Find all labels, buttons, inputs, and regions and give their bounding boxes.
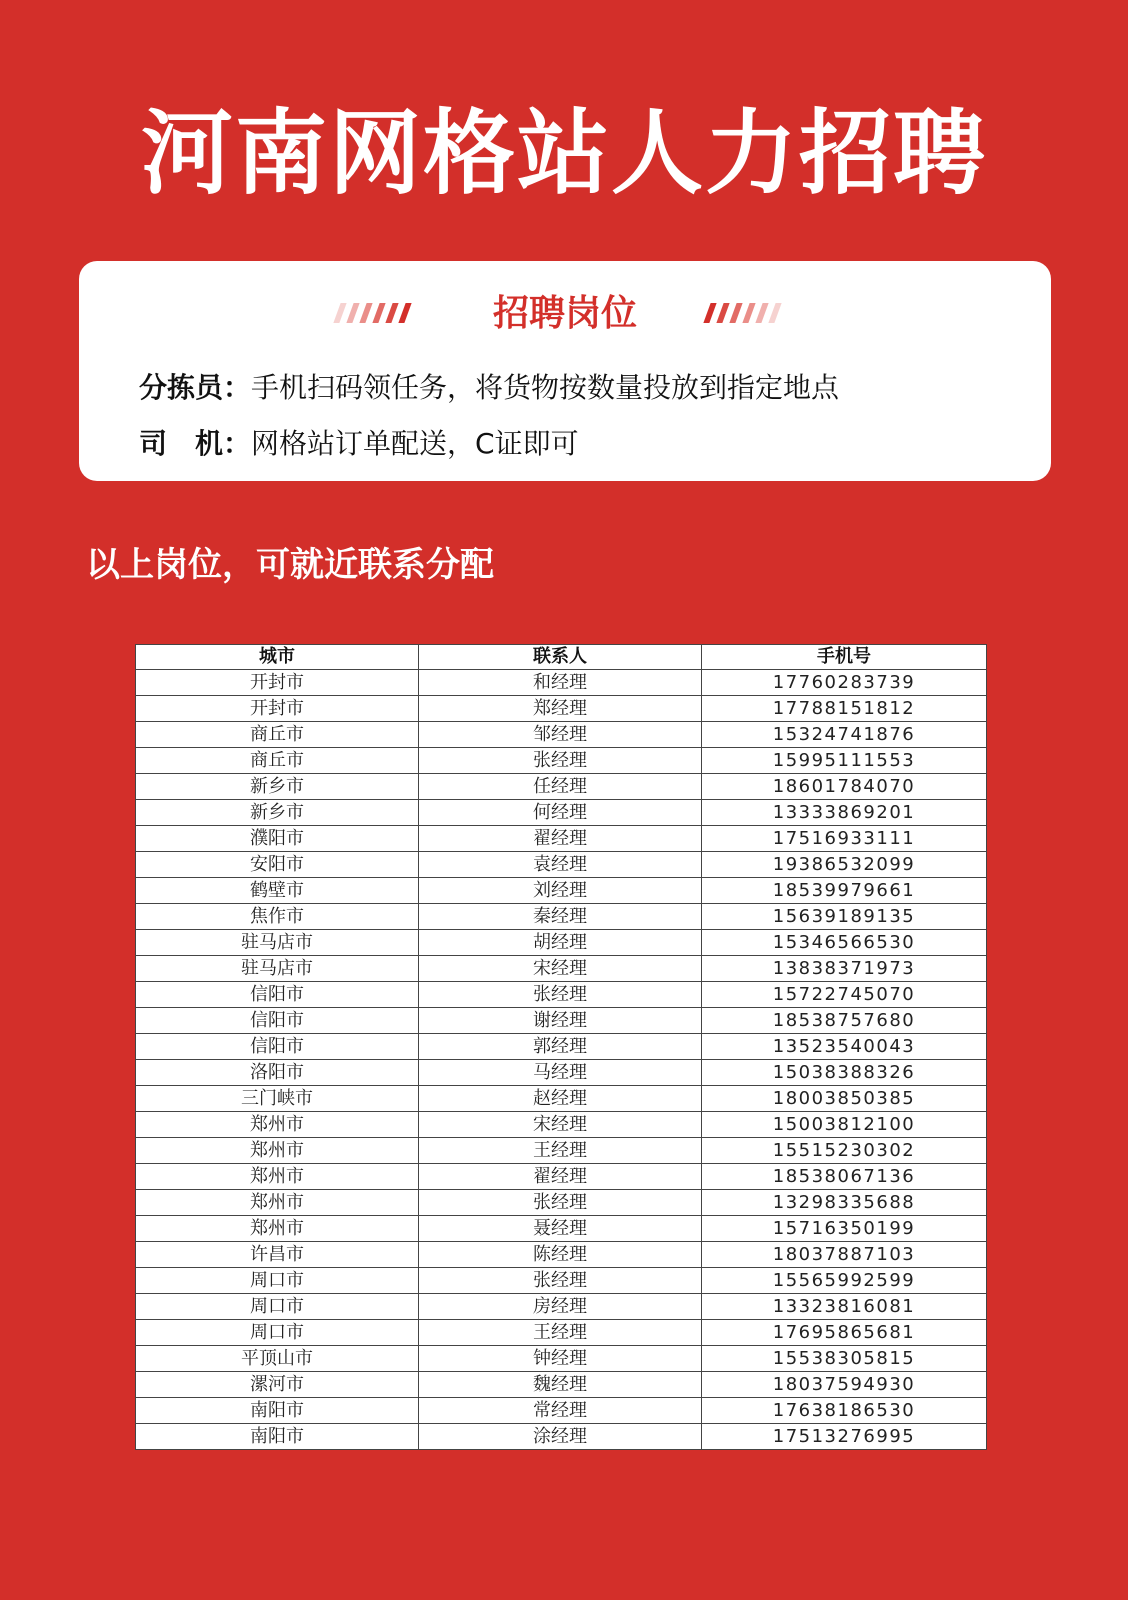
page-title: 河南网格站人力招聘: [140, 100, 987, 207]
phone-cell: 15995111553: [702, 748, 987, 774]
table-row: [136, 878, 987, 904]
phone-cell: 19386532099: [702, 852, 987, 878]
subtitle: 以上岗位，可就近联系分配: [86, 545, 494, 585]
table-row: [136, 1190, 987, 1216]
city-cell: 郑州市: [136, 1164, 419, 1190]
city-cell: 郑州市: [136, 1190, 419, 1216]
table-row: [136, 748, 987, 774]
job-sorter: [139, 368, 839, 408]
contact-cell: 张经理: [419, 1268, 702, 1294]
column-header-contact: 联系人: [419, 645, 702, 670]
city-cell: 商丘市: [136, 722, 419, 748]
contact-cell: 袁经理: [419, 852, 702, 878]
table-row: [136, 1398, 987, 1424]
city-cell: 商丘市: [136, 748, 419, 774]
city-cell: 开封市: [136, 670, 419, 696]
contact-cell: 常经理: [419, 1398, 702, 1424]
contact-cell: 郑经理: [419, 696, 702, 722]
city-cell: 洛阳市: [136, 1060, 419, 1086]
city-cell: 焦作市: [136, 904, 419, 930]
contact-cell: 涂经理: [419, 1424, 702, 1450]
table-row: [136, 1060, 987, 1086]
city-cell: 驻马店市: [136, 930, 419, 956]
table-row: [136, 1346, 987, 1372]
phone-cell: 18037594930: [702, 1372, 987, 1398]
contact-cell: 魏经理: [419, 1372, 702, 1398]
table-row: [136, 774, 987, 800]
table-row: [136, 1164, 987, 1190]
city-cell: 周口市: [136, 1320, 419, 1346]
contact-cell: 秦经理: [419, 904, 702, 930]
table-row: [136, 826, 987, 852]
contact-cell: 陈经理: [419, 1242, 702, 1268]
column-header-city: 城市: [136, 645, 419, 670]
city-cell: 南阳市: [136, 1398, 419, 1424]
phone-cell: 15538305815: [702, 1346, 987, 1372]
phone-cell: 15038388326: [702, 1060, 987, 1086]
table-row: [136, 1294, 987, 1320]
phone-cell: 18003850385: [702, 1086, 987, 1112]
decorative-stripes-left: [337, 303, 417, 323]
job-description: 手机扫码领任务，将货物按数量投放到指定地点: [251, 371, 840, 404]
contact-cell: 邹经理: [419, 722, 702, 748]
contact-cell: 马经理: [419, 1060, 702, 1086]
phone-cell: 15515230302: [702, 1138, 987, 1164]
phone-cell: 15324741876: [702, 722, 987, 748]
table-row: [136, 1034, 987, 1060]
table-row: [136, 1216, 987, 1242]
table-row: [136, 1424, 987, 1450]
contact-cell: 和经理: [419, 670, 702, 696]
phone-cell: 15639189135: [702, 904, 987, 930]
city-cell: 信阳市: [136, 1008, 419, 1034]
city-cell: 周口市: [136, 1294, 419, 1320]
decorative-stripes-right: [707, 303, 787, 323]
phone-cell: 18601784070: [702, 774, 987, 800]
job-driver: [139, 424, 579, 464]
table-header-row: [136, 645, 987, 670]
contact-cell: 张经理: [419, 982, 702, 1008]
phone-cell: 17695865681: [702, 1320, 987, 1346]
contact-cell: 赵经理: [419, 1086, 702, 1112]
phone-cell: 15346566530: [702, 930, 987, 956]
city-cell: 郑州市: [136, 1216, 419, 1242]
table-row: [136, 1242, 987, 1268]
table-row: [136, 800, 987, 826]
phone-cell: 17638186530: [702, 1398, 987, 1424]
column-header-phone: 手机号: [702, 645, 987, 670]
city-cell: 三门峡市: [136, 1086, 419, 1112]
table-row: [136, 1008, 987, 1034]
phone-cell: 18538067136: [702, 1164, 987, 1190]
contact-cell: 宋经理: [419, 1112, 702, 1138]
job-name: 分拣员：: [139, 371, 252, 404]
city-cell: 开封市: [136, 696, 419, 722]
phone-cell: 13838371973: [702, 956, 987, 982]
table-row: [136, 982, 987, 1008]
phone-cell: 17516933111: [702, 826, 987, 852]
contact-cell: 谢经理: [419, 1008, 702, 1034]
positions-heading: 招聘岗位: [492, 293, 637, 334]
phone-cell: 15003812100: [702, 1112, 987, 1138]
phone-cell: 13333869201: [702, 800, 987, 826]
city-cell: 平顶山市: [136, 1346, 419, 1372]
job-description: 网格站订单配送，C证即可: [251, 427, 579, 460]
contact-cell: 郭经理: [419, 1034, 702, 1060]
phone-cell: 13523540043: [702, 1034, 987, 1060]
phone-cell: 18539979661: [702, 878, 987, 904]
phone-cell: 15716350199: [702, 1216, 987, 1242]
city-cell: 新乡市: [136, 800, 419, 826]
contact-table: [135, 644, 987, 1450]
city-cell: 安阳市: [136, 852, 419, 878]
city-cell: 漯河市: [136, 1372, 419, 1398]
city-cell: 信阳市: [136, 982, 419, 1008]
contact-cell: 刘经理: [419, 878, 702, 904]
phone-cell: 13298335688: [702, 1190, 987, 1216]
city-cell: 郑州市: [136, 1112, 419, 1138]
phone-cell: 15722745070: [702, 982, 987, 1008]
phone-cell: 17513276995: [702, 1424, 987, 1450]
table-row: [136, 852, 987, 878]
table-row: [136, 930, 987, 956]
phone-cell: 15565992599: [702, 1268, 987, 1294]
contact-cell: 任经理: [419, 774, 702, 800]
city-cell: 鹤壁市: [136, 878, 419, 904]
city-cell: 信阳市: [136, 1034, 419, 1060]
contact-cell: 王经理: [419, 1138, 702, 1164]
contact-cell: 钟经理: [419, 1346, 702, 1372]
phone-cell: 17760283739: [702, 670, 987, 696]
contact-cell: 聂经理: [419, 1216, 702, 1242]
contact-cell: 张经理: [419, 748, 702, 774]
table-row: [136, 1086, 987, 1112]
table-row: [136, 1372, 987, 1398]
table-row: [136, 722, 987, 748]
table-row: [136, 1320, 987, 1346]
table-body: [136, 670, 987, 1450]
phone-cell: 13323816081: [702, 1294, 987, 1320]
city-cell: 郑州市: [136, 1138, 419, 1164]
contact-cell: 胡经理: [419, 930, 702, 956]
table-row: [136, 696, 987, 722]
table-row: [136, 904, 987, 930]
phone-cell: 18037887103: [702, 1242, 987, 1268]
contact-cell: 宋经理: [419, 956, 702, 982]
table-row: [136, 956, 987, 982]
contact-cell: 翟经理: [419, 826, 702, 852]
job-name: 司 机：: [139, 427, 252, 460]
city-cell: 新乡市: [136, 774, 419, 800]
card-header: [79, 289, 1051, 339]
positions-card: [79, 261, 1051, 481]
city-cell: 南阳市: [136, 1424, 419, 1450]
table-row: [136, 670, 987, 696]
city-cell: 驻马店市: [136, 956, 419, 982]
contact-cell: 房经理: [419, 1294, 702, 1320]
city-cell: 周口市: [136, 1268, 419, 1294]
contact-cell: 张经理: [419, 1190, 702, 1216]
city-cell: 濮阳市: [136, 826, 419, 852]
phone-cell: 18538757680: [702, 1008, 987, 1034]
contact-table-container: [135, 644, 986, 1450]
city-cell: 许昌市: [136, 1242, 419, 1268]
phone-cell: 17788151812: [702, 696, 987, 722]
contact-cell: 翟经理: [419, 1164, 702, 1190]
contact-cell: 何经理: [419, 800, 702, 826]
table-row: [136, 1138, 987, 1164]
table-row: [136, 1112, 987, 1138]
table-row: [136, 1268, 987, 1294]
contact-cell: 王经理: [419, 1320, 702, 1346]
